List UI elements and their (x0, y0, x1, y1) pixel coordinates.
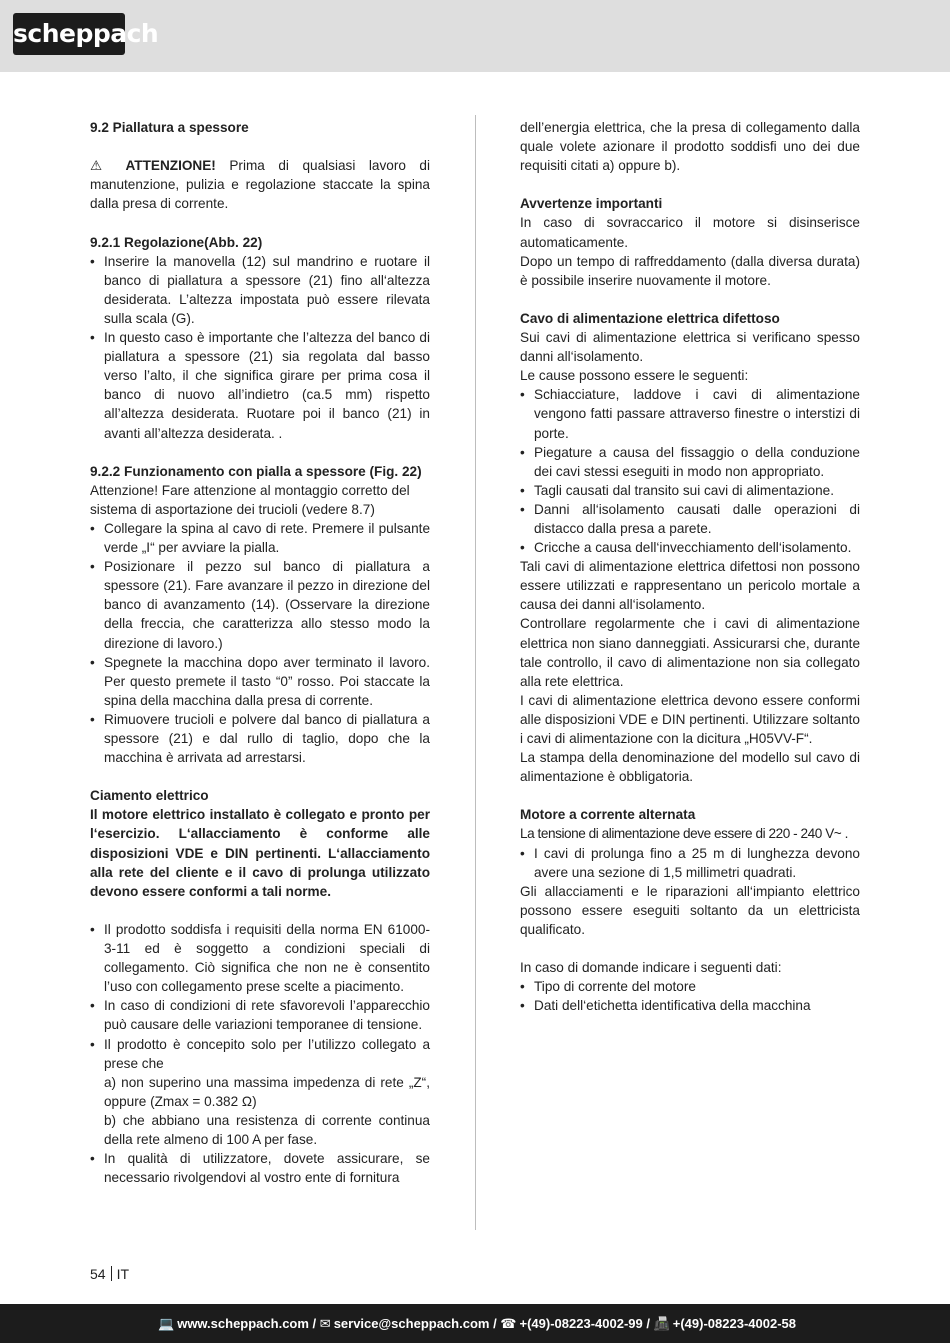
page-number-value: 54 (90, 1266, 106, 1282)
paragraph: Tali cavi di alimentazione elettrica difettosi non possono essere utilizzati e rappresentano un pericolo mortale a causa dei danni all‘isolamento. (520, 559, 860, 613)
paragraph: La tensione di alimentazione deve essere di 220 - 240 V~ . (520, 826, 848, 842)
list-item: • Inserire la manovella (12) sul mandrino e ruotare il banco di piallatura a spessore (21) fino all‘altezza desiderata. L’altezza impostata può essere rilevata sulla scala (G). (90, 252, 430, 328)
electrical-notice: Il motore elettrico installato è collegato e pronto per l‘esercizio. L‘allacciamento è conforme alle disposizioni VDE e DIN pertinenti. L‘allacciamento alla rete del cliente e il cavo di prolunga utilizzato devono essere conformi a tali norme. (90, 807, 430, 899)
list-item: • Cricche a causa dell‘invecchiamento dell‘isolamento. (520, 538, 860, 557)
list-electrical (90, 920, 430, 1187)
page-number (90, 1265, 129, 1283)
page-header (0, 0, 950, 72)
footer-website[interactable]: www.scheppach.com (177, 1316, 309, 1331)
list-item (90, 1035, 430, 1150)
computer-icon: 💻 (158, 1316, 175, 1331)
list-item: • In caso di condizioni di rete sfavorevoli l’apparecchio può causare delle variazioni temporanee di tensione. (90, 996, 430, 1034)
section-heading-9-2-2: 9.2.2 Funzionamento con pialla a spessore (Fig. 22) (90, 463, 422, 479)
page-language: IT (116, 1266, 130, 1282)
list-item: • In questo caso è importante che l’altezza del banco di piallatura a spessore (21) sia regolata dal basso verso l’alto, il che significa girare per prima cosa il banco di nuovo all’indietro (ca.5 mm) rispetto all’altezza desiderata. Ruotare poi il banco (21) in avanti all’altezza desiderata. . (90, 328, 430, 443)
warning-paragraph (90, 156, 430, 213)
paragraph: In caso di domande indicare i seguenti dati: (520, 960, 782, 976)
right-column (520, 118, 860, 1015)
footer-separator: / (489, 1316, 501, 1331)
page-footer (0, 1304, 950, 1343)
list-item: • Tipo di corrente del motore (520, 977, 860, 996)
list-item-text: Il prodotto è concepito solo per l’utilizzo collegato a prese che (104, 1036, 430, 1071)
footer-phone: +(49)-08223-4002-99 (519, 1316, 643, 1331)
list-regolazione (90, 252, 430, 443)
paragraph: I cavi di alimentazione elettrica devono essere conformi alle disposizioni VDE e DIN pertinenti. Utilizzare soltanto i cavi di alimentazione con la dicitura „H05VV-F“. (520, 692, 860, 746)
list-item-subpoint-a: a) non superino una massima impedenza di rete „Z“, oppure (Zmax = 0.382 Ω) (104, 1074, 430, 1109)
paragraph: Le cause possono essere le seguenti: (520, 368, 749, 384)
warning-icon: ⚠ (90, 158, 112, 174)
list-funzionamento (90, 519, 430, 767)
left-column (90, 118, 430, 1187)
list-item: • Tagli causati dal transito sui cavi di alimentazione. (520, 481, 860, 500)
section-heading-electrical: Ciamento elettrico (90, 788, 209, 804)
list-item: • Dati dell‘etichetta identificativa della macchina (520, 996, 860, 1015)
section-heading-motore: Motore a corrente alternata (520, 807, 696, 823)
footer-separator: / (642, 1316, 654, 1331)
list-item: • Il prodotto soddisfa i requisiti della norma EN 61000-3-11 ed è soggetto a condizioni speciali di collegamento. Ciò significa che non ne è consentito l’uso con collegamento prese scelte a piacimento. (90, 920, 430, 996)
footer-email[interactable]: service@scheppach.com (333, 1316, 490, 1331)
list-item: • Collegare la spina al cavo di rete. Premere il pulsante verde „I“ per avviare la pialla. (90, 519, 430, 557)
phone-icon: ☎ (500, 1316, 517, 1331)
list-domande (520, 977, 860, 1015)
paragraph: Sui cavi di alimentazione elettrica si verificano spesso danni all‘isolamento. (520, 330, 860, 365)
warning-text: Prima di qualsiasi lavoro di manutenzione, pulizia e regolazione staccate la spina dalla presa di corrente. (90, 158, 431, 212)
list-item: • Schiacciature, laddove i cavi di alimentazione vengono fatti passare attraverso finestre o interstizi di porte. (520, 385, 860, 442)
footer-separator: / (308, 1316, 320, 1331)
list-cavo-causes (520, 385, 860, 557)
paragraph: In caso di sovraccarico il motore si disinserisce automaticamente. (520, 215, 860, 250)
footer-contact (158, 1304, 796, 1343)
list-item: • Danni all‘isolamento causati dalle operazioni di distacco dalla presa a parete. (520, 500, 860, 538)
paragraph: La stampa della denominazione del modello sul cavo di alimentazione è obbligatoria. (520, 750, 860, 785)
fax-icon: 📠 (653, 1316, 670, 1331)
paragraph: Gli allacciamenti e le riparazioni all‘impianto elettrico possono essere eseguiti soltanto da un elettricista qualificato. (520, 883, 860, 937)
paragraph: Dopo un tempo di raffreddamento (dalla diversa durata) è possibile inserire nuovamente il motore. (520, 253, 860, 288)
list-item-subpoint-b: b) che abbiano una resistenza di corrente continua della rete almeno di 100 A per fase. (104, 1112, 430, 1147)
list-item: • Piegature a causa del fissaggio o della conduzione dei cavi stessi eseguiti in modo non appropriato. (520, 443, 860, 481)
attention-paragraph: Attenzione! Fare attenzione al montaggio corretto del sistema di asportazione dei trucioli (vedere 8.7) (90, 482, 410, 517)
list-motore (520, 844, 860, 882)
list-item: • Rimuovere trucioli e polvere dal banco di piallatura a spessore (21) e dal rullo di taglio, dopo che la macchina è arrivata ad arrestarsi. (90, 710, 430, 767)
continued-paragraph: dell’energia elettrica, che la presa di collegamento dalla quale volete azionare il prodotto soddisfi uno dei due requisiti citati a) oppure b). (520, 120, 860, 174)
section-heading-cavo: Cavo di alimentazione elettrica difettoso (520, 310, 780, 326)
list-item: • Spegnete la macchina dopo aver terminato il lavoro. Per questo premete il tasto “0” rosso. Poi staccate la spina della macchina dalla presa di corrente. (90, 653, 430, 710)
section-heading-9-2: 9.2 Piallatura a spessore (90, 120, 249, 135)
list-item: • In qualità di utilizzatore, dovete assicurare, se necessario rivolgendovi al vostro ente di fornitura (90, 1149, 430, 1187)
paragraph: Controllare regolarmente che i cavi di alimentazione elettrica non siano danneggiati. Assicurarsi che, durante tale controllo, il cavo di alimentazione non sia collegato alla rete elettrica. (520, 616, 860, 689)
warning-label: ATTENZIONE! (125, 158, 216, 174)
scheppach-logo: scheppach (13, 13, 125, 55)
column-divider (475, 115, 476, 1230)
section-heading-9-2-1: 9.2.1 Regolazione(Abb. 22) (90, 234, 263, 250)
footer-fax: +(49)-08223-4002-58 (672, 1316, 796, 1331)
list-item: • Posizionare il pezzo sul banco di piallatura a spessore (21). Fare avanzare il pezzo in direzione del banco di avanzamento (14). (Osservare la direzione della freccia, che caratterizza allo stesso modo la direzione di lavoro.) (90, 557, 430, 652)
mail-icon: ✉ (319, 1316, 331, 1331)
section-heading-avvertenze: Avvertenze importanti (520, 196, 663, 212)
list-item: • I cavi di prolunga fino a 25 m di lunghezza devono avere una sezione di 1,5 millimetri quadrati. (520, 844, 860, 882)
page-number-divider (111, 1266, 112, 1281)
